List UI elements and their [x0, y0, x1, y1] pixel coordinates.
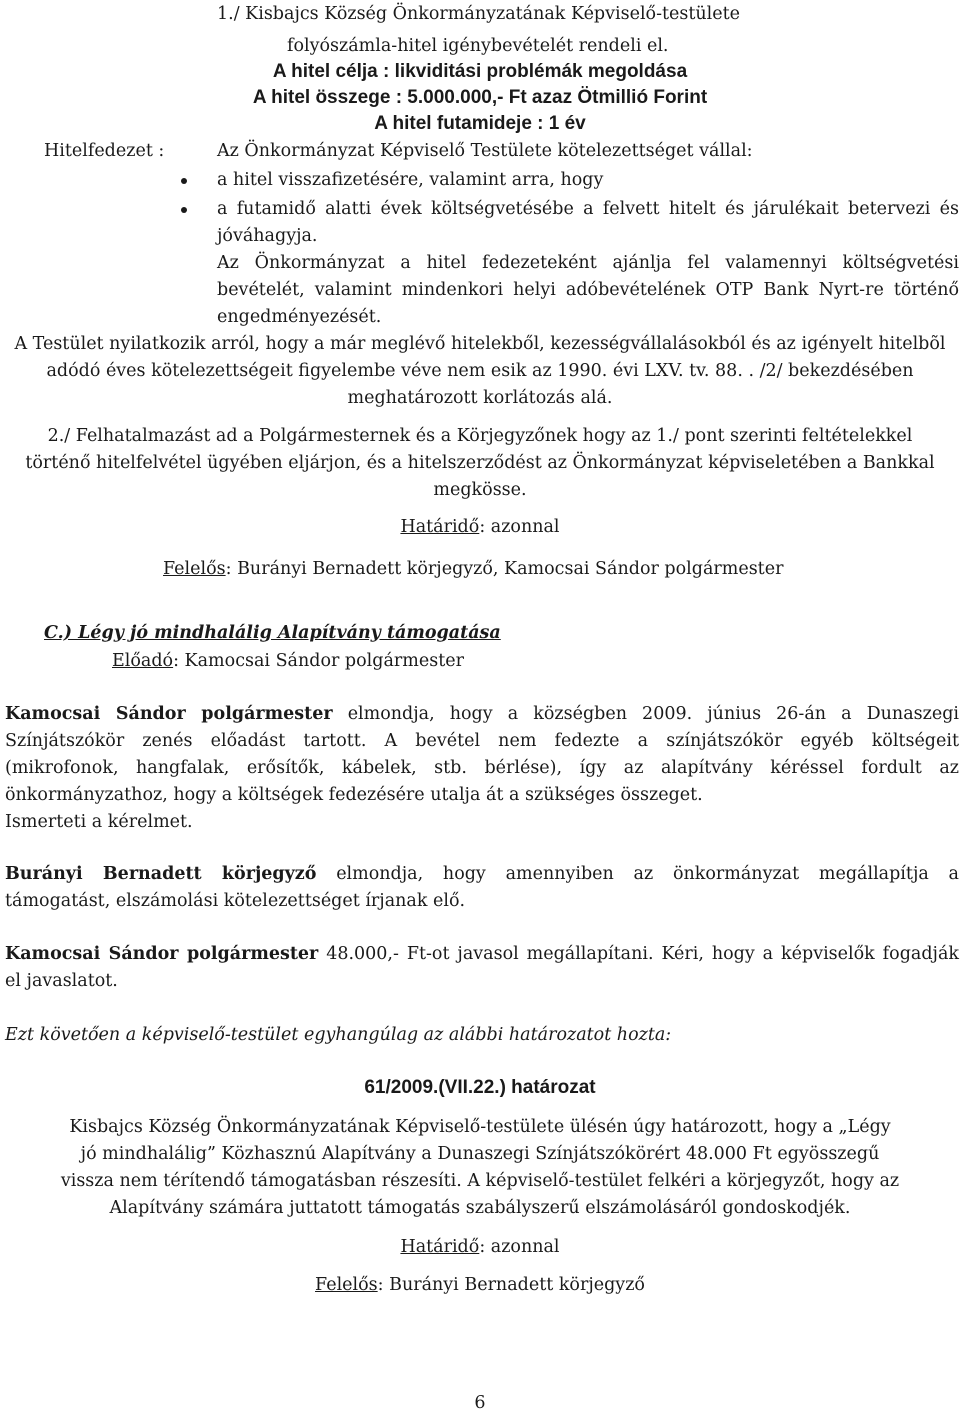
deadline-2 [0, 1236, 960, 1258]
responsible-value: : Burányi Bernadett körjegyző, Kamocsai Sándor polgármester [225, 559, 784, 579]
deadline-1 [0, 516, 960, 538]
para1-line4: önkormányzathoz, hogy a költségek fedezésére utalja át a szükséges összeget. [5, 785, 703, 805]
decision1-line2: folyószámla-hitel igénybevételét rendeli el. [287, 36, 669, 56]
declaration-a: A Testület nyilatkozik arról, hogy a már meglévő hitelekből, kezességvállalásokból és az igényelt hitelbõl [14, 334, 946, 354]
bullet-icon [181, 207, 187, 213]
responsible-label: Felelős [163, 559, 226, 579]
bullet-icon [181, 178, 187, 184]
vote-note: Ezt követően a képviselő-testület egyhangúlag az alábbi határozatot hozta: [5, 1025, 672, 1045]
deadline-label: Határidő [400, 1237, 480, 1257]
section-c-title: C.) Légy jó mindhalálig Alapítvány támogatása [44, 623, 501, 643]
resolution-line2: jó mindhalálig” Közhasznú Alapítvány a Dunaszegi Színjátszókörért 48.000 Ft egyösszegű [80, 1144, 880, 1164]
collateral-offer-c: engedményezését. [217, 307, 382, 327]
resolution-line4: Alapítvány számára juttatott támogatás szabályszerű elszámolásáról gondoskodjék. [109, 1198, 851, 1218]
decision2-a: 2./ Felhatalmazást ad a Polgármesternek és a Körjegyzőnek hogy az 1./ pont szerinti feltételekkel [47, 426, 913, 446]
resolution-number: 61/2009.(VII.22.) határozat [364, 1077, 596, 1098]
resolution-line3: vissza nem térítendő támogatásban részesíti. A képviselő-testület felkéri a körjegyzőt, hogy az [60, 1171, 900, 1191]
collateral-offer-b: bevételét, valamint mindenkori helyi adóbevételének OTP Bank Nyrt-re történő [217, 280, 959, 300]
para2-line1: Burányi Bernadett körjegyző elmondja, hogy amennyiben az önkormányzat megállapítja a [5, 864, 959, 884]
credit-term: A hitel futamideje : 1 év [374, 113, 586, 134]
speaker-name: Kamocsai Sándor polgármester [5, 944, 319, 964]
responsible-label: Felelős [315, 1275, 378, 1295]
responsible-1 [163, 558, 783, 580]
presenter-label: Előadó [112, 651, 174, 671]
collateral-label: Hitelfedezet : [44, 141, 165, 161]
collateral-bullet-1: a hitel visszafizetésére, valamint arra, hogy [217, 170, 604, 190]
credit-purpose: A hitel célja : likviditási problémák megoldása [272, 61, 688, 82]
speaker-name: Burányi Bernadett körjegyző [5, 864, 317, 884]
resolution-line1: Kisbajcs Község Önkormányzatának Képviselő-testülete ülésén úgy határozott, hogy a „Légy [69, 1117, 891, 1137]
declaration-c: meghatározott korlátozás alá. [347, 388, 613, 408]
collateral-bullet-2b: jóváhagyja. [217, 226, 318, 246]
decision2-b: történő hitelfelvétel ügyében eljárjon, és a hitelszerződést az Önkormányzat képviseletében a Bankkal [25, 453, 935, 473]
para2-line2: támogatást, elszámolási kötelezettséget írjanak elő. [5, 891, 466, 911]
decision1-line1: 1./ Kisbajcs Község Önkormányzatának Képviselő-testülete [217, 4, 741, 24]
para1-line3: (mikrofonok, hangfalak, erősítők, kábelek, stb. bérlése), így az alapítvány kéréssel fordult az [5, 758, 959, 778]
collateral-intro: Az Önkormányzat Képviselő Testülete kötelezettséget vállal: [217, 141, 753, 161]
declaration-b: adódó éves kötelezettségeit figyelembe véve nem esik az 1990. évi LXV. tv. 88. . /2/ bekezdésében [46, 361, 914, 381]
para1-line1: Kamocsai Sándor polgármester elmondja, hogy a községben 2009. június 26-án a Dunaszegi [5, 704, 959, 724]
para1-line2: Színjátszókör zenés előadást tartott. A bevétel nem fedezte a színjátszókör egyéb költségeit [5, 731, 959, 751]
page-number: 6 [474, 1393, 486, 1413]
presenter-value: : Kamocsai Sándor polgármester [173, 651, 464, 671]
collateral-offer-a: Az Önkormányzat a hitel fedezeteként ajánlja fel valamennyi költségvetési [217, 253, 959, 273]
responsible-value: : Burányi Bernadett körjegyző [377, 1275, 645, 1295]
deadline-label: Határidő [400, 517, 480, 537]
section-c-presenter [112, 650, 464, 672]
decision2-c: megkösse. [433, 480, 527, 500]
para3-line2: el javaslatot. [5, 971, 118, 991]
credit-amount: A hitel összege : 5.000.000,- Ft azaz Ötmillió Forint [252, 87, 708, 108]
collateral-bullet-2a: a futamidő alatti évek költségvetésébe a felvett hitelt és járulékait betervezi és [217, 199, 959, 219]
speaker-name: Kamocsai Sándor polgármester [5, 704, 333, 724]
para3-line1: Kamocsai Sándor polgármester 48.000,- Ft-ot javasol megállapítani. Kéri, hogy a képviselők fogadják [5, 944, 959, 964]
deadline-value: : azonnal [479, 517, 560, 537]
para1-line5: Ismerteti a kérelmet. [5, 812, 193, 832]
deadline-value: : azonnal [479, 1237, 560, 1257]
responsible-2 [0, 1274, 960, 1296]
